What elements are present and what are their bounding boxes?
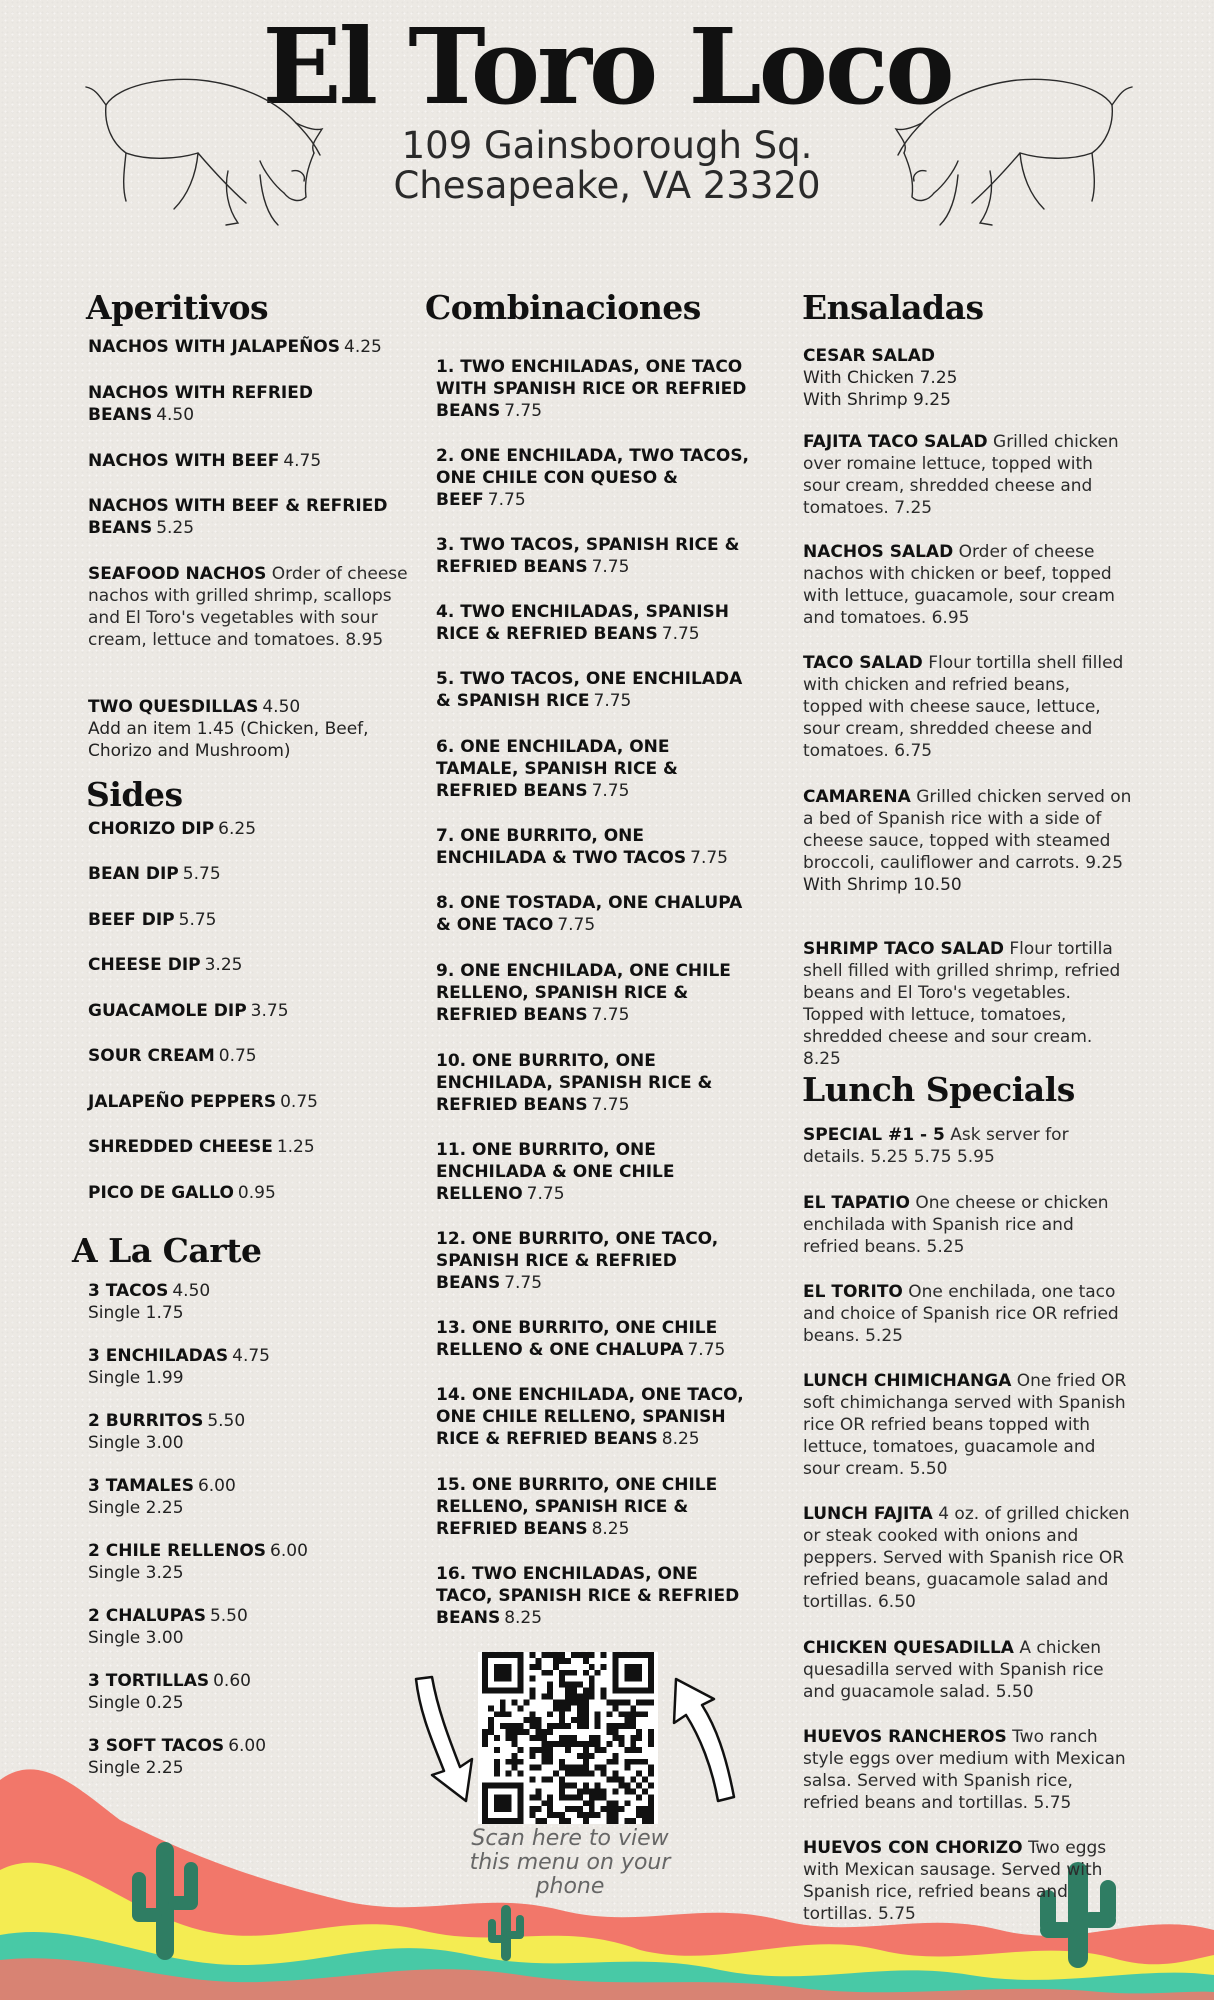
item-description: 4 oz. of grilled chicken or steak cooked with onions and peppers. Served with Spanish rice OR refried beans, guacamole salad and tortillas. 6.50 [803,1504,1130,1612]
menu-item [88,563,408,651]
aperitivos-section [86,290,406,326]
item-price: 8.25 [504,1608,543,1628]
item-price: 4.75 [232,1346,270,1366]
item-name: 3 ENCHILADAS [88,1346,229,1366]
menu-item [88,696,408,762]
restaurant-name: El Toro Loco [262,5,952,128]
menu-item [88,1000,408,1022]
arrow-right-icon [660,1675,740,1805]
item-name: 8. ONE TOSTADA, ONE CHALUPA & ONE TACO [436,893,743,935]
menu-item [803,652,1133,762]
menu-item [436,960,756,1026]
menu-item [436,825,756,869]
item-price: 6.25 [218,819,257,839]
item-subprice: Single 3.00 [88,1433,184,1453]
menu-item [436,736,756,802]
menu-item [803,1124,1133,1168]
item-name: SHRIMP TACO SALAD [803,939,1004,959]
item-name: CESAR SALAD [803,346,935,366]
item-price: 4.50 [156,405,195,425]
item-name: HUEVOS CON CHORIZO [803,1838,1023,1858]
item-name: GUACAMOLE DIP [88,1001,247,1021]
item-price: 4.50 [172,1281,211,1301]
item-name: 3 SOFT TACOS [88,1736,225,1756]
item-subprice: Single 2.25 [88,1758,184,1778]
section-title-ensaladas: Ensaladas [802,288,984,327]
section-title-sides: Sides [86,775,183,814]
item-name: 3 TACOS [88,1281,169,1301]
item-name: NACHOS WITH JALAPEÑOS [88,337,340,357]
item-description: Flour tortilla shell filled with grilled shrimp, refried beans and El Toro's vegetables. Topped with lettuce, tomatoes, shredded cheese and sour cream. 8.25 [803,939,1121,1069]
menu-item [803,1281,1133,1347]
menu-item [88,1045,408,1067]
menu-item [803,1837,1133,1925]
item-name: 2 CHALUPAS [88,1606,206,1626]
item-name: 2. ONE ENCHILADA, TWO TACOS, ONE CHILE CON QUESO & BEEF [436,446,750,510]
menu-item [88,495,408,539]
item-subprice: Single 3.00 [88,1628,184,1648]
item-name: 1. TWO ENCHILADAS, ONE TACO WITH SPANISH RICE OR REFRIED BEANS [436,357,747,421]
item-price: 7.75 [593,691,632,711]
section-title-a-la-carte: A La Carte [72,1231,262,1270]
section-title-combinaciones: Combinaciones [425,288,701,327]
item-price: 1.25 [276,1137,315,1157]
menu-item [88,336,408,358]
item-price: 5.25 [156,518,195,538]
item-subprice: With Shrimp 9.25 [803,390,951,410]
item-description: Grilled chicken served on a bed of Spanish rice with a side of cheese sauce, topped with steamed broccoli, cauliflower and carrots. 9.25 [803,787,1132,873]
item-name: 14. ONE ENCHILADA, ONE TACO, ONE CHILE RELLENO, SPANISH RICE & REFRIED BEANS [436,1385,744,1449]
item-price: 7.75 [504,1273,543,1293]
item-description: One enchilada, one taco and choice of Spanish rice OR refried beans. 5.25 [803,1282,1119,1346]
sides-section [86,777,406,813]
menu-item [88,818,408,840]
item-price: 5.50 [207,1411,246,1431]
menu-item [436,356,756,422]
item-name: LUNCH CHIMICHANGA [803,1371,1012,1391]
menu-item [88,1280,408,1324]
item-subprice: With Shrimp 10.50 [803,875,962,895]
item-name: TACO SALAD [803,653,923,673]
menu-item [88,1540,408,1584]
item-price: 7.75 [591,557,630,577]
item-name: 2 BURRITOS [88,1411,204,1431]
item-name: 16. TWO ENCHILADAS, ONE TACO, SPANISH RICE & REFRIED BEANS [436,1564,740,1628]
combinaciones-section [425,290,755,326]
item-name: 12. ONE BURRITO, ONE TACO, SPANISH RICE & REFRIED BEANS [436,1229,719,1293]
item-price: 0.75 [280,1092,318,1112]
item-subprice: Single 0.25 [88,1693,184,1713]
item-name: BEAN DIP [88,864,179,884]
item-subprice: Add an item 1.45 (Chicken, Beef, Chorizo and Mushroom) [88,719,369,761]
item-name: SEAFOOD NACHOS [88,564,267,584]
bull-illustration-right [890,75,1140,245]
item-name: JALAPEÑO PEPPERS [88,1092,277,1112]
item-name: PICO DE GALLO [88,1183,234,1203]
item-name: 10. ONE BURRITO, ONE ENCHILADA, SPANISH RICE & REFRIED BEANS [436,1051,713,1115]
item-name: EL TAPATIO [803,1193,910,1213]
cactus-icon-small [484,1905,528,1961]
menu-item [88,450,408,472]
item-description: Two ranch style eggs over medium with Mexican salsa. Served with Spanish rice, refried beans and tortillas. 5.75 [803,1727,1126,1813]
menu-item [803,345,1133,411]
menu-item [88,1670,408,1714]
menu-item [436,1563,756,1629]
item-price: 6.00 [228,1736,267,1756]
item-description: One cheese or chicken enchilada with Spanish rice and refried beans. 5.25 [803,1193,1109,1257]
menu-item [436,445,756,511]
item-description: Two eggs with Mexican sausage. Served with Spanish rice, refried beans and tortillas. 5.75 [803,1838,1107,1924]
item-name: LUNCH FAJITA [803,1504,933,1524]
item-name: CHORIZO DIP [88,819,215,839]
item-description: Grilled chicken over romaine lettuce, topped with sour cream, shredded cheese and tomatoes. 7.25 [803,432,1119,518]
item-name: CAMARENA [803,787,911,807]
address-line-2: Chesapeake, VA 23320 [393,164,821,207]
item-price: 3.25 [204,955,243,975]
item-description: Ask server for details. 5.25 5.75 5.95 [803,1125,1069,1167]
cactus-icon-left [128,1842,202,1960]
item-price: 4.75 [283,451,322,471]
lunch-specials-section [802,1072,1132,1108]
item-price: 5.75 [182,864,221,884]
item-subprice: Single 1.75 [88,1303,184,1323]
menu-item [803,431,1133,519]
menu-item [88,1182,408,1204]
item-name: NACHOS WITH BEEF [88,451,280,471]
item-subprice: Single 2.25 [88,1498,184,1518]
item-name: FAJITA TACO SALAD [803,432,988,452]
item-name: CHEESE DIP [88,955,201,975]
item-price: 6.00 [270,1541,308,1561]
menu-item [436,534,756,578]
menu-item [436,892,756,936]
menu-item [803,1726,1133,1814]
menu-item [436,1050,756,1116]
menu-item [436,668,756,712]
section-title-lunch-specials: Lunch Specials [802,1070,1075,1109]
item-name: SOUR CREAM [88,1046,215,1066]
menu-item [88,909,408,931]
item-price: 0.60 [213,1671,251,1691]
menu-item [88,1136,408,1158]
item-name: 9. ONE ENCHILADA, ONE CHILE RELLENO, SPANISH RICE & REFRIED BEANS [436,961,731,1025]
menu-item [436,1317,756,1361]
menu-item [88,1735,408,1779]
a-la-carte-section [72,1233,392,1269]
item-description: One fried OR soft chimichanga served with Spanish rice OR refried beans topped with lettuce, tomatoes, guacamole and sour cream. 5.50 [803,1371,1127,1479]
menu-item [88,1475,408,1519]
menu-item [88,863,408,885]
item-price: 7.75 [504,401,543,421]
menu-item [436,1474,756,1540]
item-subprice: Single 3.25 [88,1563,184,1583]
menu-item [88,1091,408,1113]
item-price: 7.75 [591,781,630,801]
menu-item [88,1605,408,1649]
item-price: 7.75 [661,624,700,644]
item-price: 7.75 [687,1340,726,1360]
item-name: BEEF DIP [88,910,175,930]
item-name: 3 TAMALES [88,1476,194,1496]
item-price: 4.25 [344,337,382,357]
qr-code[interactable] [478,1652,658,1824]
menu-item [88,1345,408,1389]
item-price: 7.75 [690,848,728,868]
item-price: 7.75 [557,915,596,935]
item-name: HUEVOS RANCHEROS [803,1727,1007,1747]
bull-illustration-left [78,75,328,245]
menu-item [436,1139,756,1205]
item-price: 3.75 [250,1001,289,1021]
item-subprice: Single 1.99 [88,1368,184,1388]
item-name: SPECIAL #1 - 5 [803,1125,945,1145]
ensaladas-section [802,290,1132,326]
item-price: 4.50 [262,697,301,717]
item-price: 8.25 [661,1429,700,1449]
item-price: 8.25 [591,1519,630,1539]
item-price: 7.75 [591,1005,630,1025]
menu-item [88,382,408,426]
item-price: 0.95 [237,1183,276,1203]
item-name: 13. ONE BURRITO, ONE CHILE RELLENO & ONE CHALUPA [436,1318,718,1360]
item-name: 5. TWO TACOS, ONE ENCHILADA & SPANISH RICE [436,669,743,711]
menu-item [803,938,1133,1070]
item-price: 7.75 [526,1184,565,1204]
qr-caption: Scan here to view this menu on your phone [469,1826,671,1899]
menu-item [803,1192,1133,1258]
item-price: 5.50 [209,1606,248,1626]
menu-item [436,1228,756,1294]
item-name: 3. TWO TACOS, SPANISH RICE & REFRIED BEANS [436,535,740,577]
item-description: Order of cheese nachos with chicken or beef, topped with lettuce, guacamole, sour cream and tomatoes. 6.95 [803,542,1115,628]
item-name: 7. ONE BURRITO, ONE ENCHILADA & TWO TACOS [436,826,687,868]
item-price: 7.75 [591,1095,630,1115]
section-title-aperitivos: Aperitivos [86,288,269,327]
item-name: NACHOS SALAD [803,542,954,562]
menu-item [803,1503,1133,1613]
item-description: Order of cheese nachos with grilled shrimp, scallops and El Toro's vegetables with sour cream, lettuce and tomatoes. 8.95 [88,564,408,650]
item-description: Flour tortilla shell filled with chicken and refried beans, topped with cheese sauce, lettuce, sour cream, shredded cheese and tomatoes. 6.75 [803,653,1124,761]
arrow-left-icon [410,1675,480,1805]
menu-item [803,786,1133,896]
menu-item [803,1637,1133,1703]
address-line-1: 109 Gainsborough Sq. [401,124,813,167]
item-name: NACHOS WITH BEEF & REFRIED BEANS [88,496,388,538]
menu-item [436,1384,756,1450]
menu-item [803,541,1133,629]
item-name: 4. TWO ENCHILADAS, SPANISH RICE & REFRIED BEANS [436,602,729,644]
item-price: 6.00 [197,1476,236,1496]
menu-item [88,1410,408,1454]
item-name: NACHOS WITH REFRIED BEANS [88,383,313,425]
item-name: SHREDDED CHEESE [88,1137,273,1157]
menu-item [88,954,408,976]
item-subprice: With Chicken 7.25 [803,368,958,388]
menu-item [803,1370,1133,1480]
menu-item [436,601,756,645]
item-price: 5.75 [178,910,217,930]
item-name: EL TORITO [803,1282,903,1302]
item-price: 7.75 [487,490,526,510]
item-name: CHICKEN QUESADILLA [803,1638,1014,1658]
item-description: A chicken quesadilla served with Spanish rice and guacamole salad. 5.50 [803,1638,1104,1702]
item-name: 6. ONE ENCHILADA, ONE TAMALE, SPANISH RICE & REFRIED BEANS [436,737,678,801]
item-name: 3 TORTILLAS [88,1671,210,1691]
item-price: 0.75 [218,1046,257,1066]
item-name: TWO QUESDILLAS [88,697,259,717]
item-name: 15. ONE BURRITO, ONE CHILE RELLENO, SPANISH RICE & REFRIED BEANS [436,1475,718,1539]
item-name: 2 CHILE RELLENOS [88,1541,267,1561]
item-name: 11. ONE BURRITO, ONE ENCHILADA & ONE CHILE RELLENO [436,1140,675,1204]
